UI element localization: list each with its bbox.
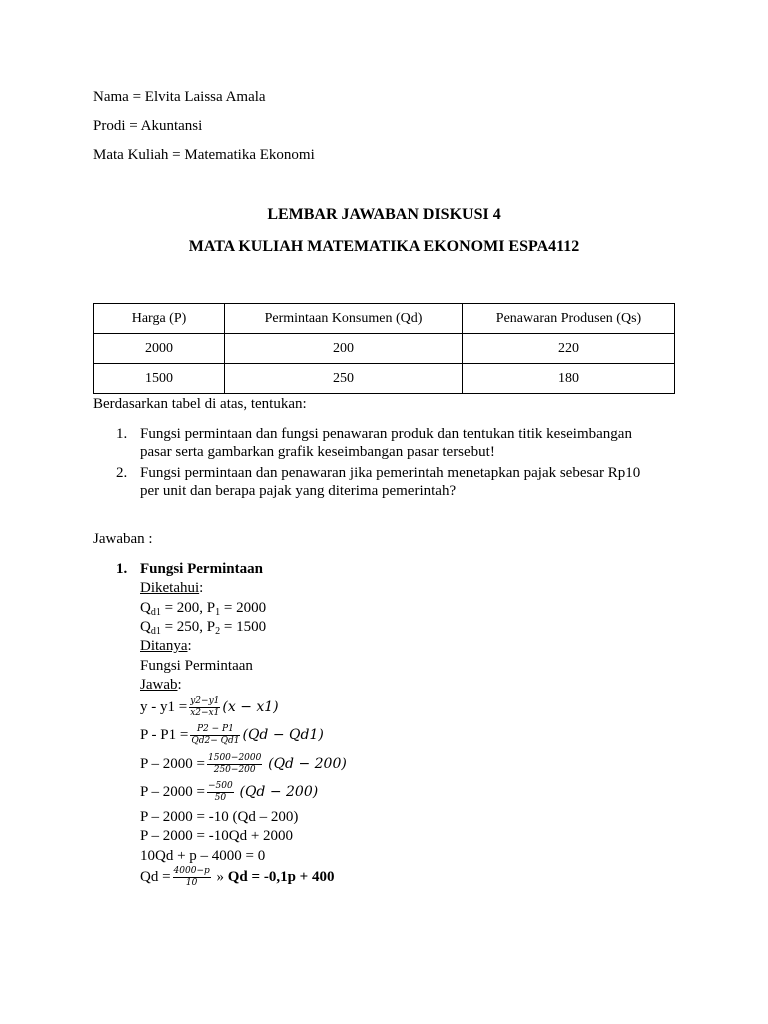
subscript: d1 [150, 626, 161, 637]
table-row [94, 364, 675, 394]
given-value: = 250, P [160, 619, 216, 635]
step-left: Qd = [140, 869, 171, 885]
fraction-numerator: y2−y1 [190, 696, 220, 707]
course-name: Mata Kuliah = Matematika Ekonomi [93, 147, 315, 163]
table-cell: 200 [225, 334, 463, 364]
study-program: Prodi = Akuntansi [93, 118, 203, 134]
table-header-cell: Harga (P) [94, 304, 225, 334]
step-3 [140, 751, 347, 777]
given-value: = 2000 [220, 600, 267, 616]
given-value: = 1500 [220, 619, 267, 635]
answer-label: Jawaban : [93, 531, 153, 547]
q-symbol: Q [140, 619, 151, 635]
fraction-numerator: P2 − P1 [190, 724, 240, 736]
table-cell: 250 [225, 364, 463, 394]
question-text: pasar serta gambarkan grafik keseimbangan pasar tersebut! [140, 444, 495, 460]
student-name: Nama = Elvita Laissa Amala [93, 89, 266, 105]
step-left: P – 2000 = [140, 756, 205, 772]
question-text: Fungsi permintaan dan fungsi penawaran produk dan tentukan titik keseimbangan [140, 426, 632, 442]
document-subtitle: MATA KULIAH MATEMATIKA EKONOMI ESPA4112 [188, 238, 580, 255]
subscript: 2 [215, 626, 221, 637]
known-label: Diketahui [140, 580, 200, 596]
fraction-numerator: 1500−2000 [208, 753, 262, 764]
question-text: per unit dan berapa pajak yang diterima pemerintah? [140, 483, 457, 499]
fraction-denominator: 10 [185, 878, 198, 889]
known-heading: Diketahui: [140, 580, 204, 596]
table-header-row [94, 304, 675, 334]
fraction [207, 781, 234, 804]
arrow-separator: » [212, 869, 228, 885]
step-right: (x − x1) [222, 699, 279, 715]
document-title: LEMBAR JAWABAN DISKUSI 4 [267, 206, 501, 223]
step-4 [140, 779, 318, 805]
question-number: 1. [116, 426, 128, 442]
step-left: y - y1 = [140, 699, 188, 715]
fraction [189, 696, 220, 719]
step-6: P – 2000 = -10Qd + 2000 [140, 828, 294, 844]
price-table [93, 303, 675, 394]
fraction [190, 724, 240, 747]
step-7: 10Qd + p – 4000 = 0 [140, 848, 266, 864]
fraction [207, 753, 262, 776]
table-header-cell: Permintaan Konsumen (Qd) [225, 304, 463, 334]
fraction [173, 866, 211, 889]
section-title: Fungsi Permintaan [140, 561, 263, 577]
table-cell: 2000 [94, 334, 225, 364]
step-right: (Qd − 200) [268, 756, 347, 772]
given-line-1 [140, 599, 266, 617]
given-value: = 200, P [160, 600, 216, 616]
asked-heading: Ditanya: [140, 638, 192, 654]
section-number: 1. [116, 561, 128, 577]
fraction-denominator: 50 [214, 793, 227, 804]
step-1 [140, 694, 279, 720]
table-row [94, 334, 675, 364]
demand-function-result: Qd = -0,1p + 400 [227, 869, 335, 885]
table-cell: 1500 [94, 364, 225, 394]
fraction-numerator: 4000−p [173, 866, 210, 877]
step-left: P - P1 = [140, 727, 189, 743]
given-line-2 [140, 618, 266, 636]
table-cell: 180 [463, 364, 675, 394]
step-right: (Qd − 200) [239, 784, 319, 800]
fraction-numerator: −500 [208, 781, 233, 792]
subscript: d1 [150, 607, 161, 618]
question-text: Fungsi permintaan dan penawaran jika pemerintah menetapkan pajak sebesar Rp10 [140, 465, 641, 481]
asked-value: Fungsi Permintaan [140, 658, 253, 674]
subscript: 1 [215, 607, 221, 618]
q-symbol: Q [140, 600, 151, 616]
asked-label: Ditanya [140, 638, 188, 654]
table-cell: 220 [463, 334, 675, 364]
table-header-cell: Penawaran Produsen (Qs) [463, 304, 675, 334]
answer-work-label: Jawab [140, 677, 178, 693]
fraction-denominator: x2−x1 [190, 708, 220, 719]
step-2 [140, 722, 324, 748]
fraction-denominator: Qd2− Qd1 [191, 736, 240, 747]
step-left: P – 2000 = [140, 784, 205, 800]
step-5: P – 2000 = -10 (Qd – 200) [140, 809, 299, 825]
answer-heading: Jawab: [140, 677, 182, 693]
question-intro: Berdasarkan tabel di atas, tentukan: [93, 396, 307, 412]
fraction-denominator: 250−200 [213, 765, 256, 776]
question-number: 2. [116, 465, 128, 481]
step-right: (Qd − Qd1) [242, 727, 324, 743]
step-8 [140, 864, 334, 890]
